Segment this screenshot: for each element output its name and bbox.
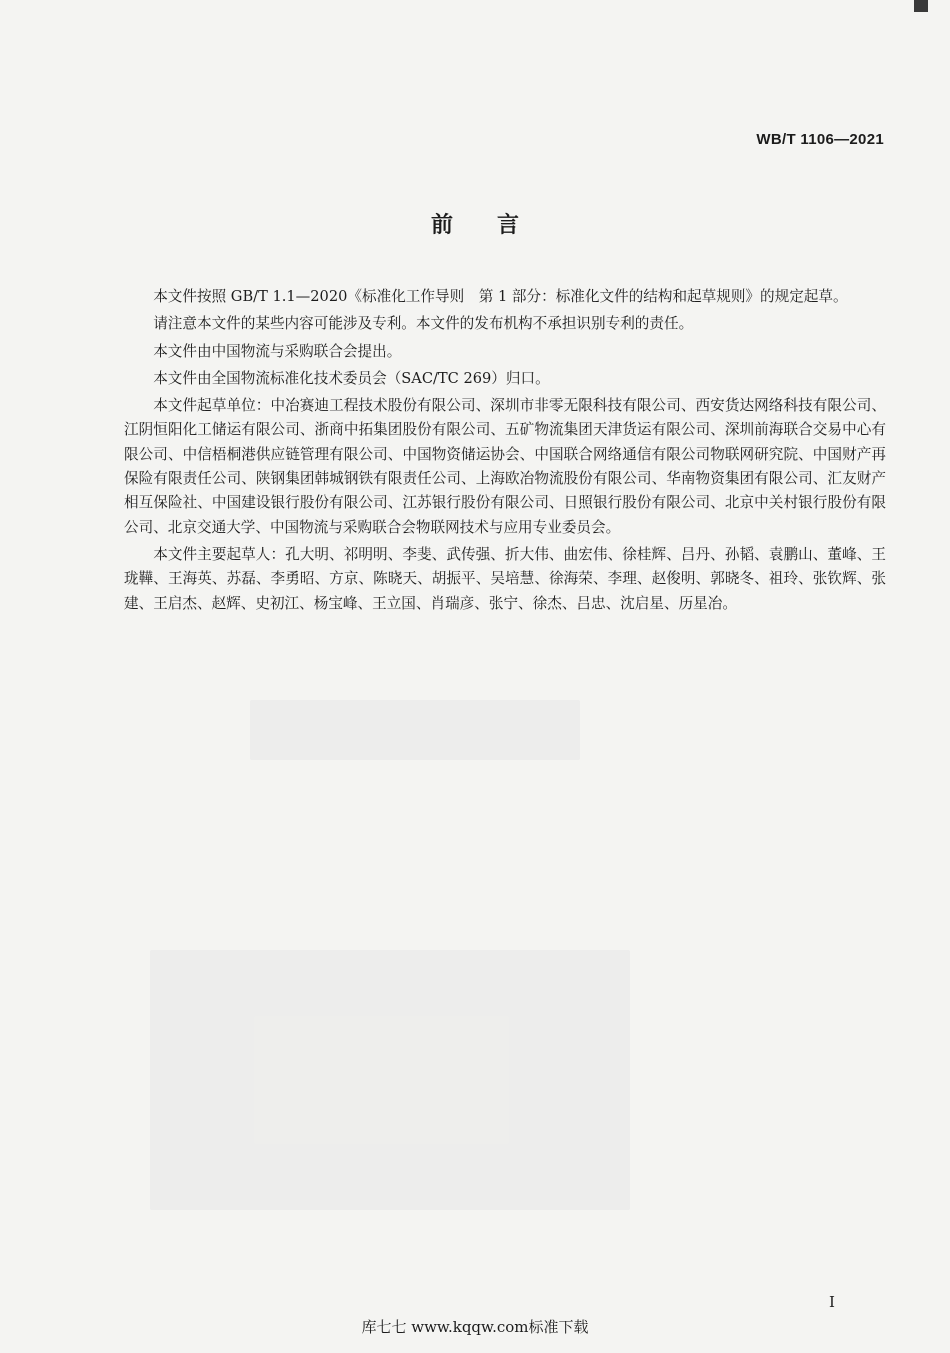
show-through-shadow <box>250 700 580 760</box>
section-title: 前言 <box>430 213 563 238</box>
paragraph-patent-notice: 请注意本文件的某些内容可能涉及专利。本文件的发布机构不承担识别专利的责任。 <box>153 315 694 333</box>
foreword-body <box>124 285 886 616</box>
paragraph-drafting-units: 本文件起草单位：中冶赛迪工程技术股份有限公司、深圳市非零无限科技有限公司、西安货达网络科技有限公司、江阴恒阳化工储运有限公司、浙商中拓集团股份有限公司、五矿物流集团天津货运有限公司、深圳前海联合交易中心有限公司、中信梧桐港供应链管理有限公司、中国物资储运协会、中国联合网络通信有限公司物联网研究院、中国财产再保险有限责任公司、陕钢集团韩城钢铁有限责任公司、上海欧冶物流股份有限公司、华南物资集团有限公司、汇友财产相互保险社、中国建设银行股份有限公司、江苏银行股份有限公司、日照银行股份有限公司、北京中关村银行股份有限公司、北京交通大学、中国物流与采购联合会物联网技术与应用专业委员会。 <box>124 397 886 536</box>
paragraph-drafters: 本文件主要起草人：孔大明、祁明明、李斐、武传强、折大伟、曲宏伟、徐桂辉、吕丹、孙韬、袁鹏山、董峰、王珑鞾、王海英、苏磊、李勇昭、方京、陈晓天、胡振平、吴培慧、徐海荣、李理、赵俊明、郭晓冬、祖玲、张钦辉、张建、王启杰、赵辉、史初江、杨宝峰、王立国、肖瑞彦、张宁、徐杰、吕忠、沈启星、历星冶。 <box>124 545 886 612</box>
paragraph-drafting-rules: 本文件按照 GB/T 1.1—2020《标准化工作导则 第 1 部分：标准化文件的结构和起草规则》的规定起草。 <box>153 288 848 305</box>
scan-corner-mark <box>914 0 928 12</box>
document-code: WB/T 1106—2021 <box>756 131 884 148</box>
show-through-shadow <box>150 950 630 1210</box>
page-number: I <box>829 1293 835 1311</box>
paragraph-proposer: 本文件由中国物流与采购联合会提出。 <box>153 342 402 360</box>
download-footer: 库七七 www.kqqw.com标准下载 <box>361 1318 589 1336</box>
paragraph-technical-committee: 本文件由全国物流标准化技术委员会（SAC/TC 269）归口。 <box>153 369 550 387</box>
